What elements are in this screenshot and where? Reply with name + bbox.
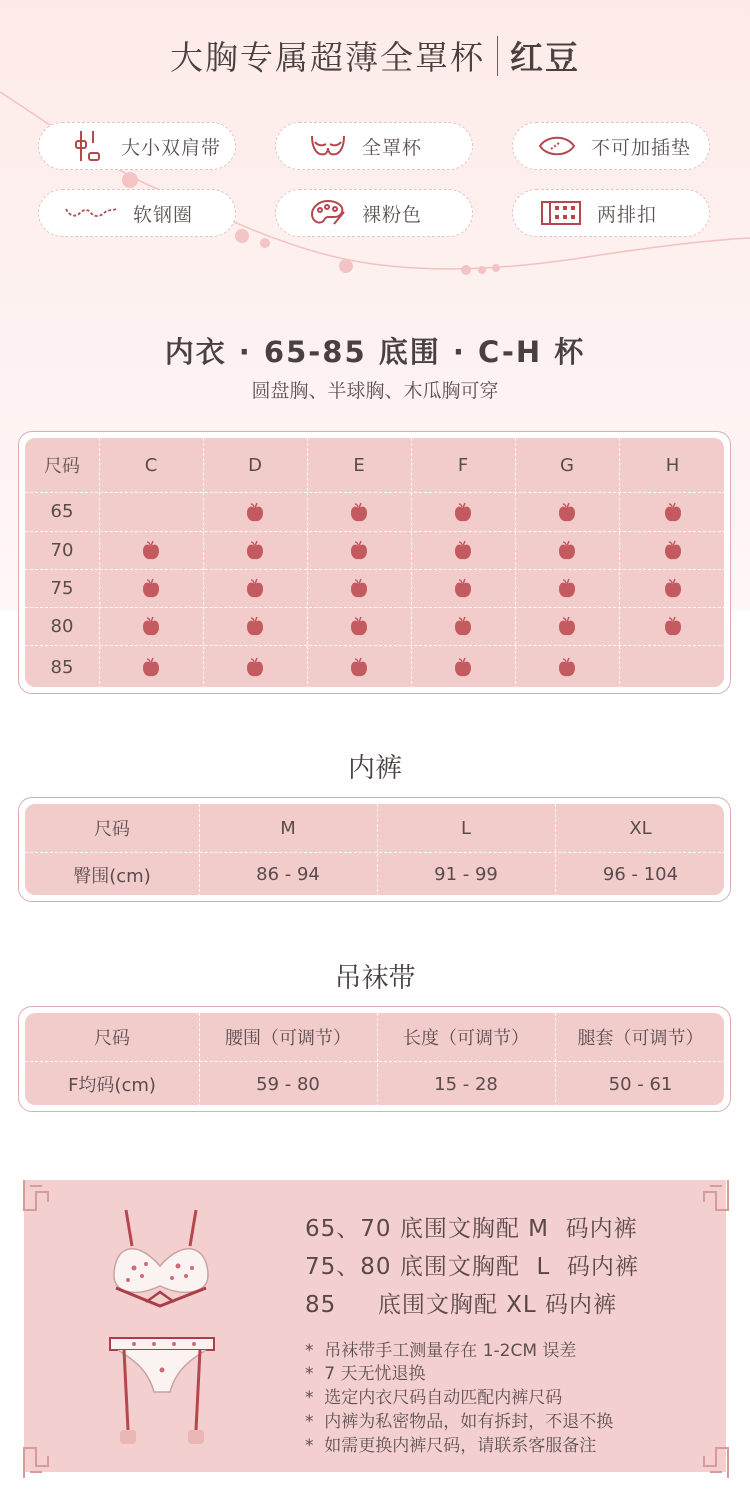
column-divider bbox=[199, 804, 200, 895]
feature-nude-pink bbox=[275, 189, 473, 237]
table-value-cell: F均码(cm) bbox=[68, 1075, 156, 1096]
bra-size-grid bbox=[25, 438, 724, 687]
apple-icon bbox=[141, 577, 161, 599]
availability-cell bbox=[515, 645, 619, 687]
brand-name: 红豆 bbox=[510, 38, 580, 77]
garter-section-title: 吊袜带 bbox=[334, 963, 416, 994]
table-value-cell: 86 - 94 bbox=[256, 864, 320, 885]
availability-cell bbox=[619, 569, 724, 607]
availability-cell bbox=[619, 531, 724, 569]
garter-size-table bbox=[18, 1006, 731, 1112]
apple-icon bbox=[141, 615, 161, 637]
matching-line: 65、70 底围文胸配 M 码内裤 bbox=[305, 1216, 638, 1242]
availability-cell bbox=[411, 607, 515, 645]
panty-size-table bbox=[18, 797, 731, 902]
band-size-cell: 80 bbox=[50, 615, 74, 637]
panty-section-title: 内裤 bbox=[348, 753, 402, 784]
cup-header-cell: H bbox=[665, 454, 680, 476]
corner-ornament-bottom-left bbox=[16, 1440, 62, 1486]
cup-header-cell: F bbox=[457, 454, 469, 476]
feature-label: 软钢圈 bbox=[133, 203, 194, 226]
table-header-cell: 尺码 bbox=[94, 819, 130, 840]
row-divider bbox=[25, 607, 724, 608]
availability-cell bbox=[411, 645, 515, 687]
column-divider bbox=[555, 1013, 556, 1105]
column-divider bbox=[555, 804, 556, 895]
full-cup-icon bbox=[308, 131, 348, 161]
apple-icon bbox=[557, 501, 577, 523]
availability-cell bbox=[203, 645, 307, 687]
apple-icon bbox=[557, 656, 577, 678]
availability-cell bbox=[203, 531, 307, 569]
bra-section-title: 内衣 · 65-85 底围 · C-H 杯 bbox=[164, 335, 586, 369]
soft-wire-icon bbox=[63, 198, 119, 228]
table-value-cell: 臀围(cm) bbox=[73, 865, 151, 887]
feature-label: 裸粉色 bbox=[362, 203, 423, 226]
apple-icon bbox=[349, 656, 369, 678]
corner-ornament-top-left bbox=[16, 1172, 62, 1218]
apple-icon bbox=[557, 577, 577, 599]
table-header-cell: 尺码 bbox=[44, 456, 80, 477]
apple-icon bbox=[557, 615, 577, 637]
apple-icon bbox=[663, 501, 683, 523]
apple-icon bbox=[663, 615, 683, 637]
row-divider bbox=[25, 1061, 724, 1062]
apple-icon bbox=[663, 539, 683, 561]
bra-section-subtitle: 圆盘胸、半球胸、木瓜胸可穿 bbox=[251, 380, 499, 402]
column-divider bbox=[203, 438, 204, 687]
row-divider bbox=[25, 492, 724, 493]
availability-cell bbox=[619, 492, 724, 531]
apple-icon bbox=[663, 577, 683, 599]
row-divider bbox=[25, 531, 724, 532]
feature-two-row-hooks bbox=[512, 189, 710, 237]
apple-icon bbox=[349, 501, 369, 523]
apple-icon bbox=[349, 577, 369, 599]
note-line: * 吊袜带手工测量存在 1-2CM 误差 bbox=[305, 1341, 577, 1361]
hook-eye-icon bbox=[539, 198, 583, 228]
row-divider bbox=[25, 569, 724, 570]
availability-cell bbox=[307, 569, 411, 607]
panty-garter-illustration bbox=[104, 1330, 220, 1448]
table-header-cell: XL bbox=[629, 817, 652, 839]
matching-line: 85 底围文胸配 XL 码内裤 bbox=[305, 1292, 618, 1318]
availability-cell bbox=[99, 607, 203, 645]
apple-icon bbox=[349, 615, 369, 637]
title-text: 大胸专属超薄全罩杯 bbox=[170, 38, 485, 77]
band-size-cell: 65 bbox=[50, 501, 74, 522]
band-size-cell: 85 bbox=[50, 656, 74, 678]
availability-cell bbox=[99, 531, 203, 569]
panty-size-grid bbox=[25, 804, 724, 895]
table-value-cell: 50 - 61 bbox=[608, 1073, 673, 1095]
availability-cell bbox=[307, 531, 411, 569]
column-divider bbox=[307, 438, 308, 687]
band-size-cell: 70 bbox=[50, 539, 74, 561]
corner-ornament-top-right bbox=[690, 1172, 736, 1218]
availability-cell bbox=[203, 492, 307, 531]
availability-cell bbox=[99, 492, 203, 531]
column-divider bbox=[199, 1013, 200, 1105]
bra-size-table bbox=[18, 431, 731, 694]
availability-cell bbox=[307, 645, 411, 687]
note-line: * 选定内衣尺码自动匹配内裤尺码 bbox=[305, 1388, 563, 1408]
cup-header-cell: C bbox=[144, 454, 158, 476]
table-header-cell: 尺码 bbox=[94, 1028, 130, 1049]
column-divider bbox=[619, 438, 620, 687]
column-divider bbox=[377, 804, 378, 895]
table-value-cell: 91 - 99 bbox=[434, 864, 498, 885]
corner-ornament-bottom-right bbox=[690, 1440, 736, 1486]
matching-line: 75、80 底围文胸配 L 码内裤 bbox=[305, 1254, 639, 1280]
table-value-cell: 96 - 104 bbox=[602, 864, 679, 885]
availability-cell bbox=[515, 531, 619, 569]
table-header-cell: 长度（可调节） bbox=[403, 1028, 529, 1049]
apple-icon bbox=[245, 656, 265, 678]
band-size-cell: 75 bbox=[50, 577, 74, 599]
table-header-cell: 腰围（可调节） bbox=[225, 1028, 351, 1049]
feature-label: 全罩杯 bbox=[362, 136, 423, 159]
cup-header-cell: D bbox=[248, 454, 262, 476]
table-value-cell: 15 - 28 bbox=[434, 1073, 498, 1095]
apple-icon bbox=[245, 539, 265, 561]
availability-cell bbox=[411, 569, 515, 607]
availability-cell bbox=[619, 645, 724, 687]
table-header-cell: L bbox=[460, 817, 472, 839]
availability-cell bbox=[411, 492, 515, 531]
apple-icon bbox=[349, 539, 369, 561]
note-line: * 内裤为私密物品，如有拆封，不退不换 bbox=[305, 1412, 614, 1432]
feature-no-pad bbox=[512, 122, 710, 170]
apple-icon bbox=[557, 539, 577, 561]
availability-cell bbox=[203, 569, 307, 607]
availability-cell bbox=[515, 492, 619, 531]
apple-icon bbox=[453, 656, 473, 678]
row-divider bbox=[25, 645, 724, 646]
availability-cell bbox=[203, 607, 307, 645]
note-line: * 7 天无忧退换 bbox=[305, 1364, 426, 1384]
apple-icon bbox=[245, 577, 265, 599]
bra-illustration bbox=[106, 1206, 216, 1314]
column-divider bbox=[99, 438, 100, 687]
feature-label: 大小双肩带 bbox=[121, 136, 222, 159]
availability-cell bbox=[307, 492, 411, 531]
feature-full-cup bbox=[275, 122, 473, 170]
feature-soft-wire bbox=[38, 189, 236, 237]
table-header-cell: 腿套（可调节） bbox=[577, 1028, 704, 1049]
apple-icon bbox=[453, 539, 473, 561]
cup-header-cell: E bbox=[353, 454, 365, 476]
availability-cell bbox=[307, 607, 411, 645]
availability-cell bbox=[99, 569, 203, 607]
availability-cell bbox=[99, 645, 203, 687]
feature-dual-strap bbox=[38, 122, 236, 170]
availability-cell bbox=[515, 569, 619, 607]
feature-label: 不可加插垫 bbox=[591, 136, 692, 159]
apple-icon bbox=[453, 577, 473, 599]
page-title bbox=[0, 32, 750, 79]
column-divider bbox=[411, 438, 412, 687]
strap-icon bbox=[67, 131, 107, 161]
apple-icon bbox=[453, 501, 473, 523]
column-divider bbox=[377, 1013, 378, 1105]
row-divider bbox=[25, 852, 724, 853]
column-divider bbox=[515, 438, 516, 687]
feature-label: 两排扣 bbox=[597, 203, 658, 226]
availability-cell bbox=[515, 607, 619, 645]
no-pad-icon bbox=[537, 131, 577, 161]
apple-icon bbox=[245, 501, 265, 523]
palette-icon bbox=[308, 198, 348, 228]
table-value-cell: 59 - 80 bbox=[256, 1073, 320, 1095]
table-header-cell: M bbox=[280, 817, 296, 839]
title-divider bbox=[497, 36, 498, 76]
availability-cell bbox=[619, 607, 724, 645]
apple-icon bbox=[453, 615, 473, 637]
note-line: * 如需更换内裤尺码，请联系客服备注 bbox=[305, 1436, 597, 1456]
apple-icon bbox=[141, 656, 161, 678]
availability-cell bbox=[411, 531, 515, 569]
apple-icon bbox=[141, 539, 161, 561]
cup-header-cell: G bbox=[560, 454, 574, 476]
apple-icon bbox=[245, 615, 265, 637]
garter-size-grid bbox=[25, 1013, 724, 1105]
